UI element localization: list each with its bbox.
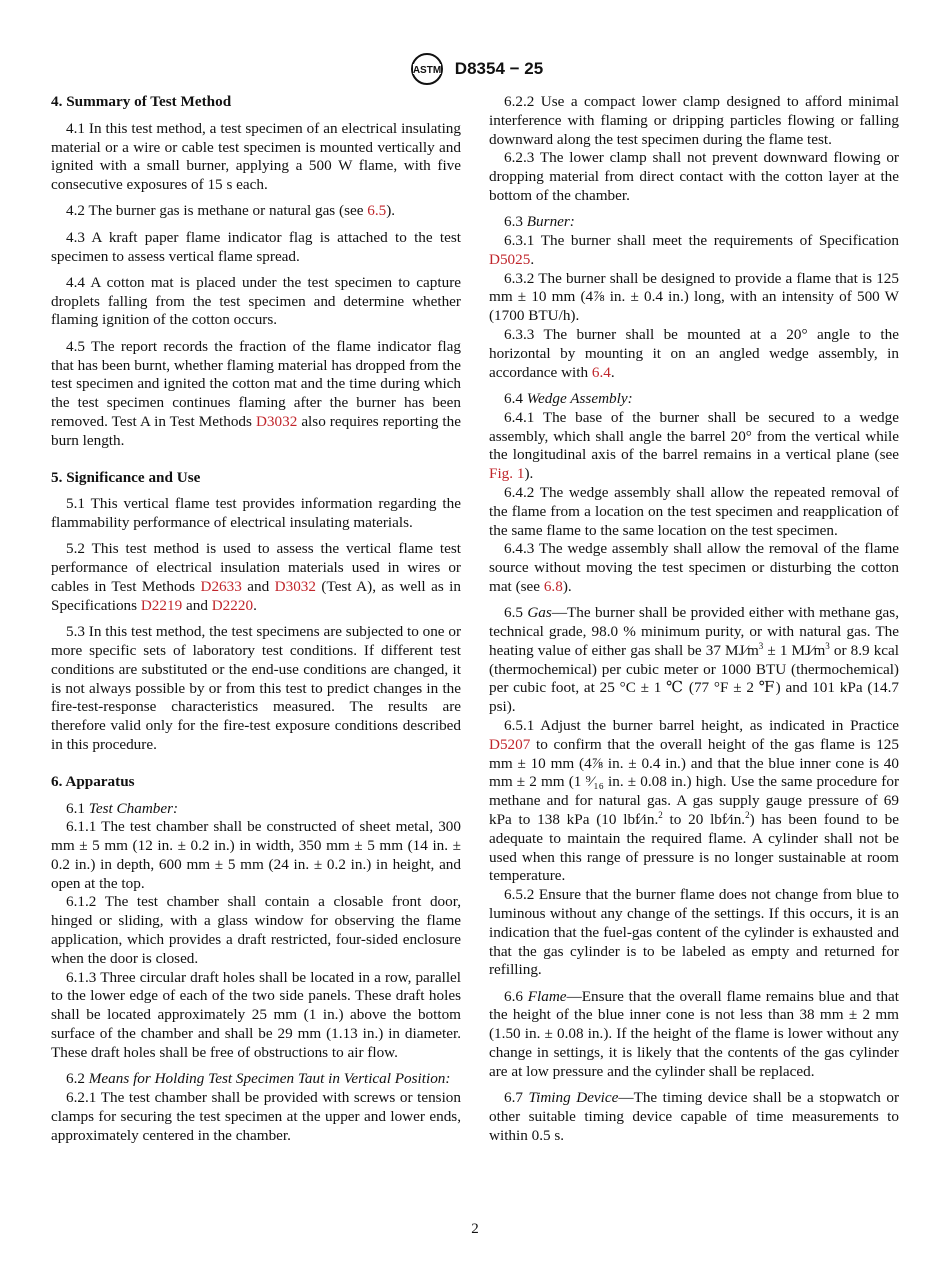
paragraph-6-5-1: 6.5.1 Adjust the burner barrel height, as indicated in Practice D5207 to confirm that the overall height of the gas flame is 125 mm ± 10 mm (4⅞ in. ± 0.4 in.) and that the blue inner cone is 40 mm ± 2 mm (1 ⁹⁄₁₆ in. ± 0.08 in.) high. Use the same procedure for methane and for natural gas. A gas supply gauge pressure of 69 kPa to 138 kPa (10 lbf⁄in.$^2$ to 20 lbf⁄in.$^2$) has been found to be adequate to maintain the required flame. A cylinder shall not be used when this range of pressure is no longer sustainable at room temperature.	[489, 717, 899, 885]
paragraph-6-3: 6.3 Burner:	[504, 213, 575, 231]
ref-link[interactable]: D3032	[274, 578, 316, 596]
paragraph-4-4: 4.4 A cotton mat is placed under the test specimen to capture droplets falling from the test specimen and determine whether flaming ignition of the cotton occurs.	[51, 273, 461, 329]
paragraph-6-1-3: 6.1.3 Three circular draft holes shall be located in a row, parallel to the lower edge of each of the two side panels. These draft holes shall be located approximately 25 mm (1 in.) above the bottom surface of the chamber and shall be 29 mm (1.13 in.) in diameter. These draft holes shall be free of obstructions to air flow.	[51, 968, 461, 1061]
left-column	[51, 93, 461, 1145]
ref-link[interactable]: D2219	[140, 596, 183, 614]
ref-link[interactable]: 6.8	[543, 577, 563, 595]
paragraph-6-5: 6.5 Gas—The burner shall be provided either with methane gas, technical grade, 98.0 % minimum purity, or with natural gas. The heating value of either gas shall be 37 $MJ⁄m^3 \pm 1$ $MJ⁄m^3$ or 8.9 kcal (thermochemical) per cubic meter or 1000 BTU (thermochemical) per cubic foot, at 25 °C ± 1 ℃ (77 °F ± 2 ℉) and 101 kPa (14.7 psi).	[489, 604, 899, 716]
ref-link[interactable]: D2633	[200, 578, 242, 596]
page-header	[0, 52, 950, 86]
paragraph-6-6: 6.6 Flame—Ensure that the overall flame remains blue and that the height of the blue inner cone is not less than 38 mm ± 2 mm (1.50 in. ± 0.08 in.). If the height of the flame is lower without any change in settings, it is likely that the contents of the gas cylinder are at low pressure and the cylinder shall be replaced.	[489, 987, 900, 1080]
paragraph-5-2: 5.2 This test method is used to assess the vertical flame test performance of electrical insulation materials used in wires or cables in Test Methods D2633 and D3032 (Test A), as well as in Specifications D2219 and D2220.	[51, 540, 461, 614]
paragraph-6-2-1: 6.2.1 The test chamber shall be provided with screws or tension clamps for securing the test specimen at the upper and lower ends, approximately centered in the chamber.	[51, 1088, 461, 1144]
ref-link[interactable]: D3032	[255, 412, 298, 430]
paragraph-6-4: 6.4 Wedge Assembly:	[504, 389, 633, 407]
paragraph-6-3-2: 6.3.2 The burner shall be designed to provide a flame that is 125 mm ± 10 mm (4⅞ in. ± 0.4 in.) long, with an intensity of 500 W (1700 BTU/h).	[489, 269, 899, 325]
document-designation: D8354 − 25	[454, 59, 544, 78]
ref-link[interactable]: 6.5	[367, 202, 387, 220]
paragraph-6-1: 6.1 Test Chamber:	[66, 799, 179, 817]
paragraph-6-2-3: 6.2.3 The lower clamp shall not prevent downward flowing or dropping material from direct contact with the cotton layer at the bottom of the chamber.	[489, 149, 899, 204]
ref-link[interactable]: D5025	[489, 250, 531, 268]
page-number: 2	[471, 1221, 479, 1237]
paragraph-6-3-1: 6.3.1 The burner shall meet the requirements of Specification D5025.	[489, 232, 899, 268]
astm-logo-icon	[407, 52, 447, 86]
paragraph-4-1: 4.1 In this test method, a test specimen of an electrical insulating material or a wire or cable test specimen is mounted vertically and ignited with a small burner, applying a 500 W flame, with five consecutive exposures of 15 s each.	[51, 119, 461, 194]
paragraph-6-5-2: 6.5.2 Ensure that the burner flame does not change from blue to luminous without any change of the settings. If this occurs, it is an indication that the fuel-gas content of the cylinder is exhausted and that the gas cylinder is to be labeled as empty and returned for refilling.	[489, 886, 899, 979]
paragraph-4-3: 4.3 A kraft paper flame indicator flag is attached to the test specimen to assess vertical flame spread.	[51, 228, 461, 265]
section-heading: 4. Summary of Test Method	[51, 93, 232, 110]
paragraph-6-4-1: 6.4.1 The base of the burner shall be secured to a wedge assembly, which shall angle the barrel 20° from the vertical while the longitudinal axis of the barrel remains in a vertical plane (see Fig. 1).	[489, 408, 899, 483]
paragraph-4-5: 4.5 The report records the fraction of the flame indicator flag that has been burnt, whether flaming material has dropped from the test specimen and ignited the cotton mat and the time during which the test specimen continues flaming after the burner has been removed. Test A in Test Methods D3032 also requires reporting the burn length.	[51, 337, 461, 449]
ref-link[interactable]: Fig. 1	[489, 465, 525, 483]
ref-link[interactable]: D2220	[211, 596, 254, 614]
paragraph-6-3-3: 6.3.3 The burner shall be mounted at a 20° angle to the horizontal by mounting it on an angled wedge assembly, in accordance with 6.4.	[489, 326, 899, 381]
paragraph-6-4-2: 6.4.2 The wedge assembly shall allow the repeated removal of the flame from a location on the test specimen and reapplication of the same flame to the same location on the test specimen.	[489, 483, 899, 539]
paragraph-6-1-1: 6.1.1 The test chamber shall be constructed of sheet metal, 300 mm ± 5 mm (12 in. ± 0.2 in.) in width, 350 mm ± 5 mm (14 in. ± 0.2 in.) in depth, 600 mm ± 5 mm (24 in. ± 0.2 in.) in height, and open at the top.	[51, 818, 461, 892]
paragraph-5-3: 5.3 In this test method, the test specimens are subjected to one or more specific sets of laboratory test conditions. If different test conditions are substituted or the end-use conditions are changed, it is not always possible by or from this test to predict changes in the fire-test-response characteristics measured. The results are therefore valid only for the fire-test exposure conditions described in this procedure.	[51, 623, 461, 753]
paragraph-6-2: 6.2 Means for Holding Test Specimen Taut in Vertical Position:	[66, 1070, 451, 1088]
ref-link[interactable]: 6.4	[591, 363, 611, 381]
paragraph-6-4-3: 6.4.3 The wedge assembly shall allow the removal of the flame source without moving the test specimen or disturbing the cotton mat (see 6.8).	[489, 540, 899, 595]
svg-text:ASTM: ASTM	[412, 65, 441, 76]
ref-link[interactable]: D5207	[489, 735, 531, 753]
section-heading: 5. Significance and Use	[51, 468, 201, 486]
paragraph-5-1: 5.1 This vertical flame test provides information regarding the flammability performance of electrical insulating materials.	[51, 495, 461, 532]
right-column	[489, 93, 899, 1153]
paragraph-6-1-2: 6.1.2 The test chamber shall contain a closable front door, hinged or sliding, with a glass window for observing the flame application, which provides a draft restricted, four-sided enclosure when the door is closed.	[51, 893, 461, 967]
paragraph-4-2: 4.2 The burner gas is methane or natural gas (see 6.5).	[66, 202, 396, 220]
paragraph-6-2-2: 6.2.2 Use a compact lower clamp designed to afford minimal interference with flaming or dripping particles flowing or falling downward along the test specimen during the flame test.	[489, 93, 899, 148]
section-heading: 6. Apparatus	[51, 772, 135, 790]
paragraph-6-7: 6.7 Timing Device—The timing device shall be a stopwatch or other suitable timing device capable of time measurements to within 0.5 s.	[489, 1089, 900, 1144]
